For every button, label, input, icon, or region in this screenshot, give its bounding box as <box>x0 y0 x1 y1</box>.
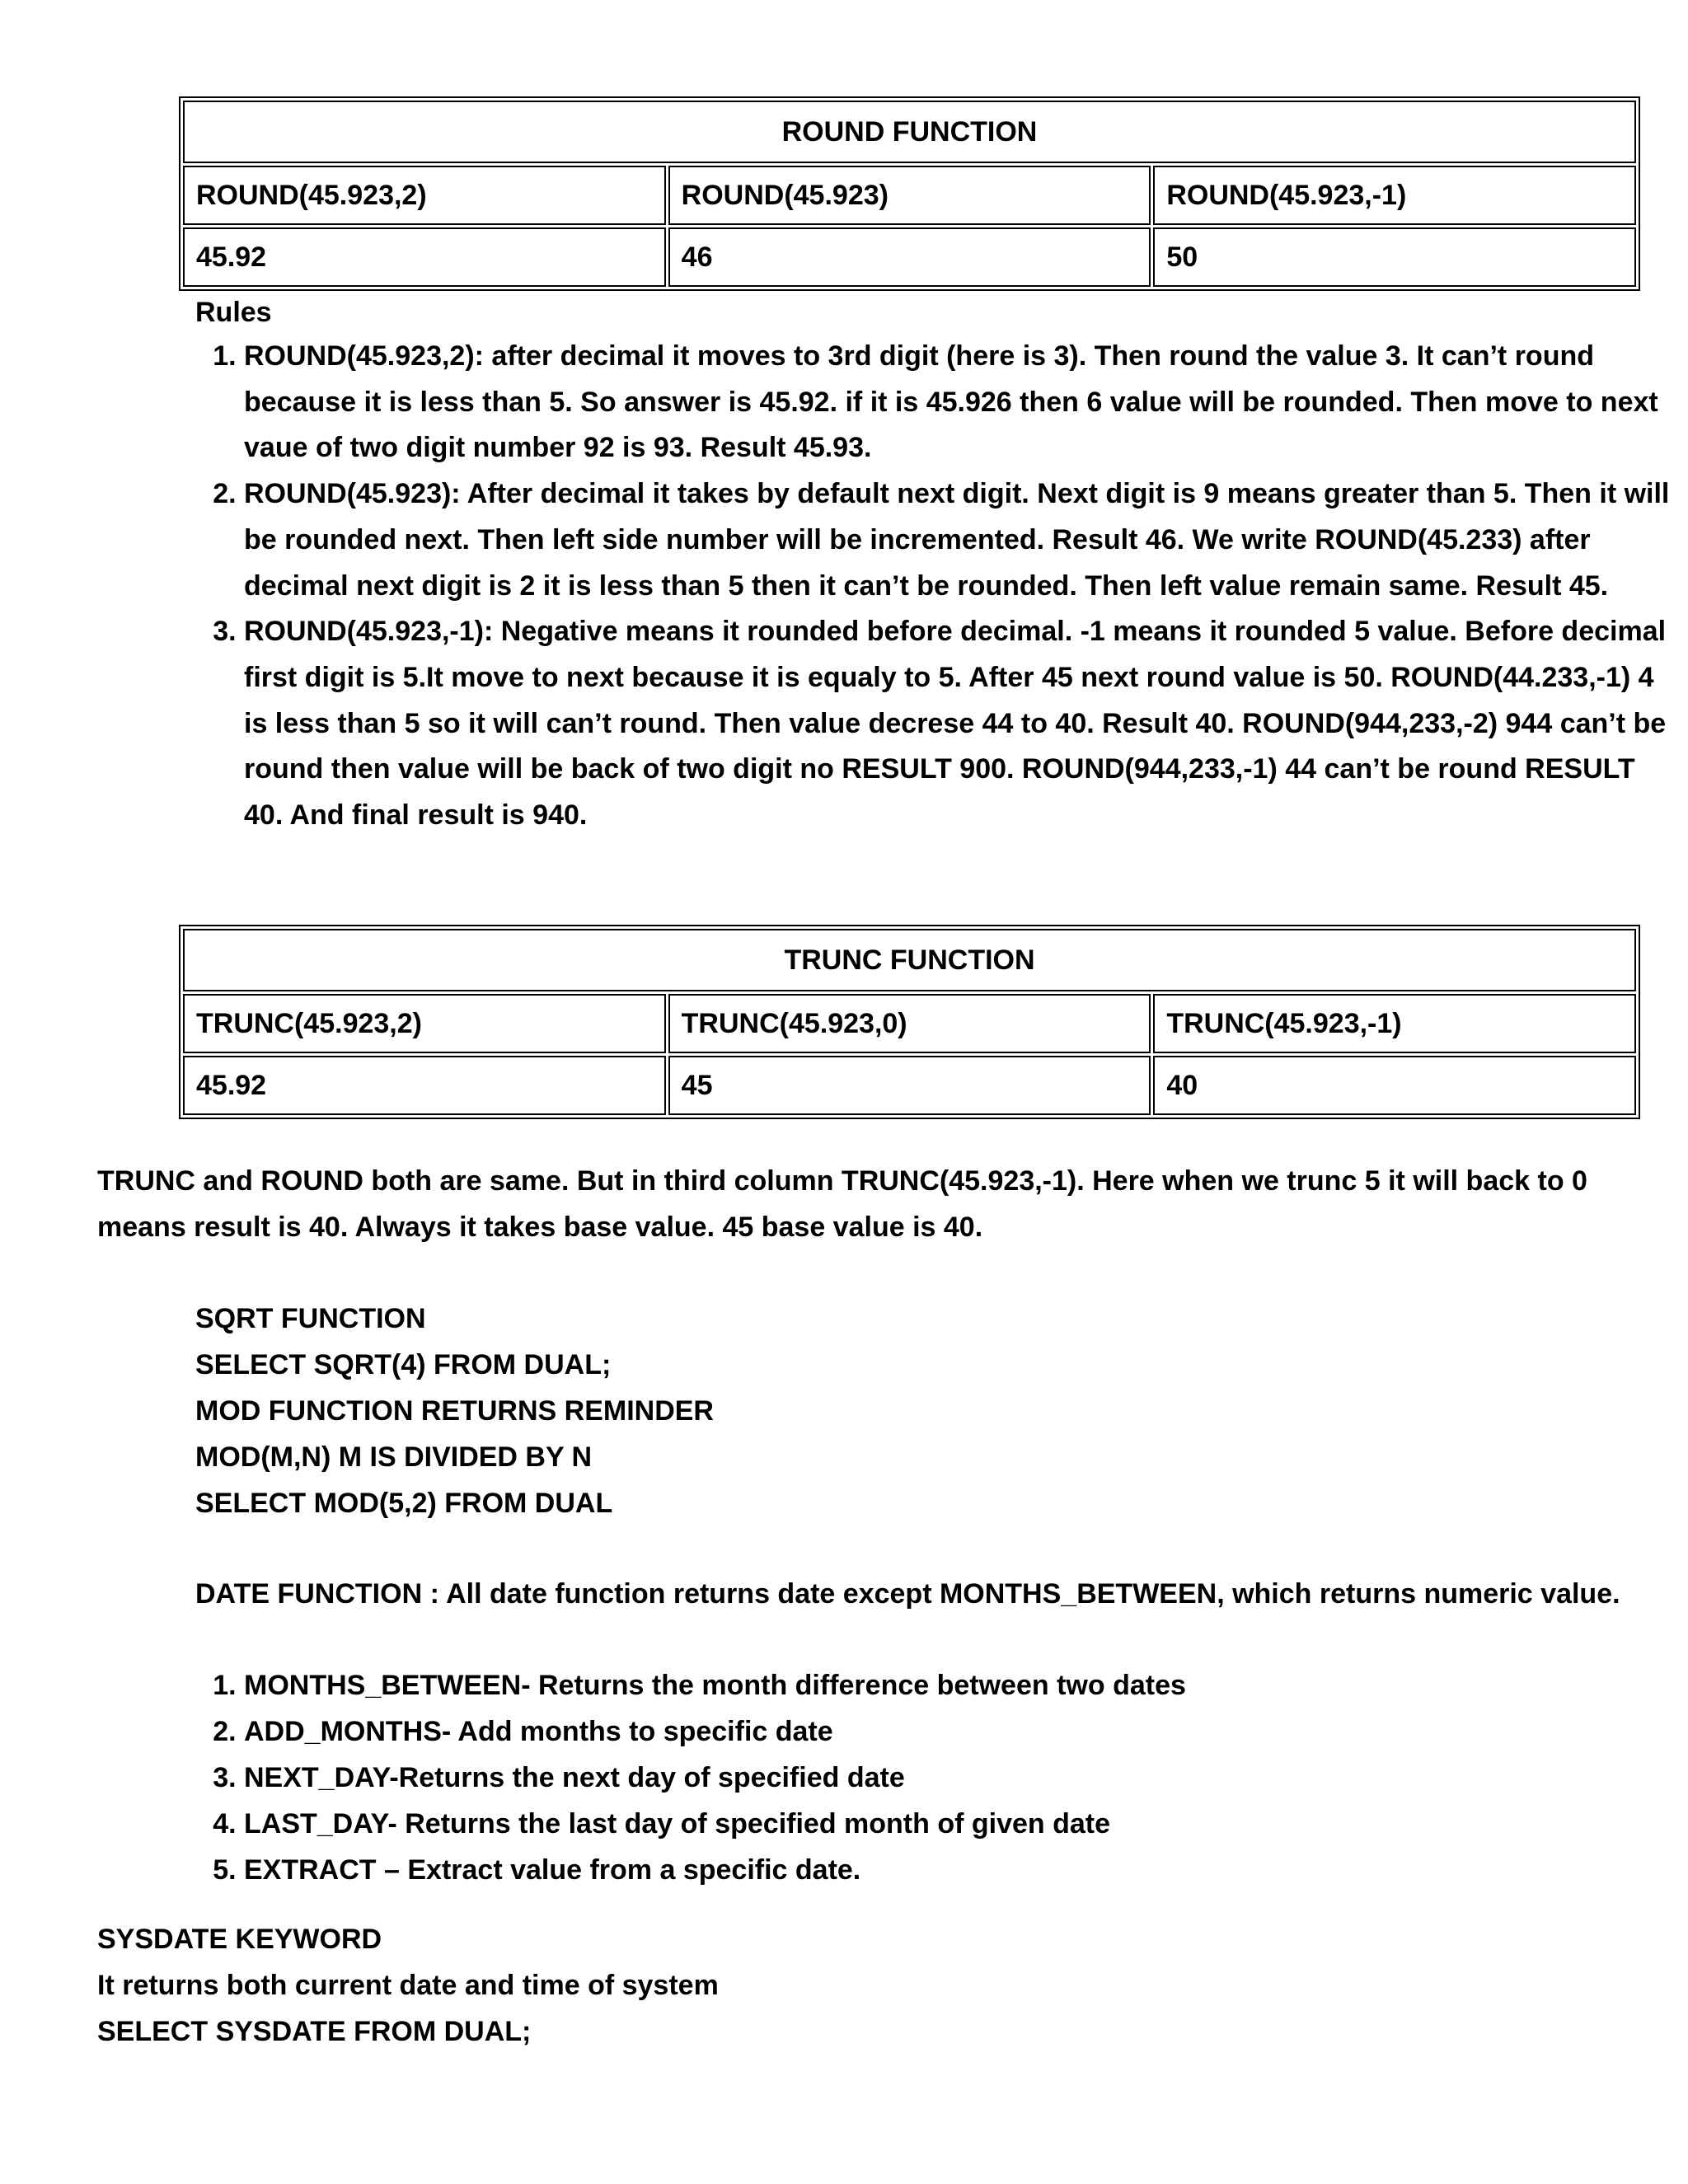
table-cell: 46 <box>668 227 1151 287</box>
table-cell: ROUND(45.923) <box>668 166 1151 225</box>
table-cell: 45.92 <box>183 1056 666 1115</box>
sqrt-mod-section <box>195 1296 714 1526</box>
date-function-list <box>195 1662 1186 1893</box>
mod-heading: MOD FUNCTION RETURNS REMINDER <box>195 1395 714 1427</box>
rules-heading: Rules <box>195 297 272 328</box>
sysdate-example: SELECT SYSDATE FROM DUAL; <box>97 2016 532 2047</box>
table-row <box>183 166 1636 225</box>
table-cell: TRUNC(45.923,-1) <box>1153 994 1636 1053</box>
table-cell: ROUND(45.923,-1) <box>1153 166 1636 225</box>
list-item: 3. NEXT_DAY-Returns the next day of specified date <box>244 1755 1186 1801</box>
table-row <box>183 1056 1636 1115</box>
table-row <box>183 994 1636 1053</box>
list-item: 2. ROUND(45.923): After decimal it takes by default next digit. Next digit is 9 means greater than 5. Then it will be rounded next. Then left side number will be incremented. Result 46. We write ROUND(45.233) after decimal next digit is 2 it is less than 5 then it can’t be rounded. Then left value remain same. Result 45. <box>244 471 1678 609</box>
trunc-table-title: TRUNC FUNCTION <box>183 929 1636 991</box>
table-cell: 45 <box>668 1056 1151 1115</box>
sysdate-heading: SYSDATE KEYWORD <box>97 1924 382 1955</box>
round-table-title: ROUND FUNCTION <box>183 101 1636 163</box>
table-cell: 40 <box>1153 1056 1636 1115</box>
list-item: 1. ROUND(45.923,2): after decimal it moves to 3rd digit (here is 3). Then round the value 3. It can’t round because it is less than 5. So answer is 45.92. if it is 45.926 then 6 value will be rounded. Then move to next vaue of two digit number 92 is 93. Result 45.93. <box>244 334 1678 471</box>
trunc-function-table <box>179 925 1640 1119</box>
mod-syntax: MOD(M,N) M IS DIVIDED BY N <box>195 1441 593 1473</box>
table-row <box>183 227 1636 287</box>
trunc-note-paragraph: TRUNC and ROUND both are same. But in third column TRUNC(45.923,-1). Here when we trunc 5 it will back to 0 means result is 40. Always it takes base value. 45 base value is 40. <box>97 1165 1587 1243</box>
mod-example: SELECT MOD(5,2) FROM DUAL <box>195 1488 613 1519</box>
table-cell: TRUNC(45.923,0) <box>668 994 1151 1053</box>
table-cell: 45.92 <box>183 227 666 287</box>
date-function-intro: DATE FUNCTION : All date function returns date except MONTHS_BETWEEN, which returns numeric value. <box>195 1578 1620 1610</box>
sysdate-section <box>97 1916 719 2055</box>
sqrt-example: SELECT SQRT(4) FROM DUAL; <box>195 1349 612 1380</box>
list-item: 4. LAST_DAY- Returns the last day of specified month of given date <box>244 1801 1186 1847</box>
table-cell: ROUND(45.923,2) <box>183 166 666 225</box>
round-function-table <box>179 96 1640 291</box>
list-item: 5. EXTRACT – Extract value from a specific date. <box>244 1847 1186 1893</box>
list-item: 1. MONTHS_BETWEEN- Returns the month difference between two dates <box>244 1662 1186 1708</box>
table-cell: TRUNC(45.923,2) <box>183 994 666 1053</box>
list-item: 3. ROUND(45.923,-1): Negative means it rounded before decimal. -1 means it rounded 5 value. Before decimal first digit is 5.It move to next because it is equaly to 5. After 45 next round value is 50. ROUND(44.233,-1) 4 is less than 5 so it will can’t round. Then value decrese 44 to 40. Result 40. ROUND(944,233,-2) 944 can’t be round then value will be back of two digit no RESULT 900. ROUND(944,233,-1) 44 can’t be round RESULT 40. And final result is 940. <box>244 609 1678 839</box>
table-title-row <box>183 101 1636 163</box>
rules-list <box>195 334 1678 839</box>
sqrt-heading: SQRT FUNCTION <box>195 1303 426 1334</box>
list-item: 2. ADD_MONTHS- Add months to specific date <box>244 1708 1186 1755</box>
sysdate-description: It returns both current date and time of system <box>97 1970 719 2001</box>
table-title-row <box>183 929 1636 991</box>
table-cell: 50 <box>1153 227 1636 287</box>
